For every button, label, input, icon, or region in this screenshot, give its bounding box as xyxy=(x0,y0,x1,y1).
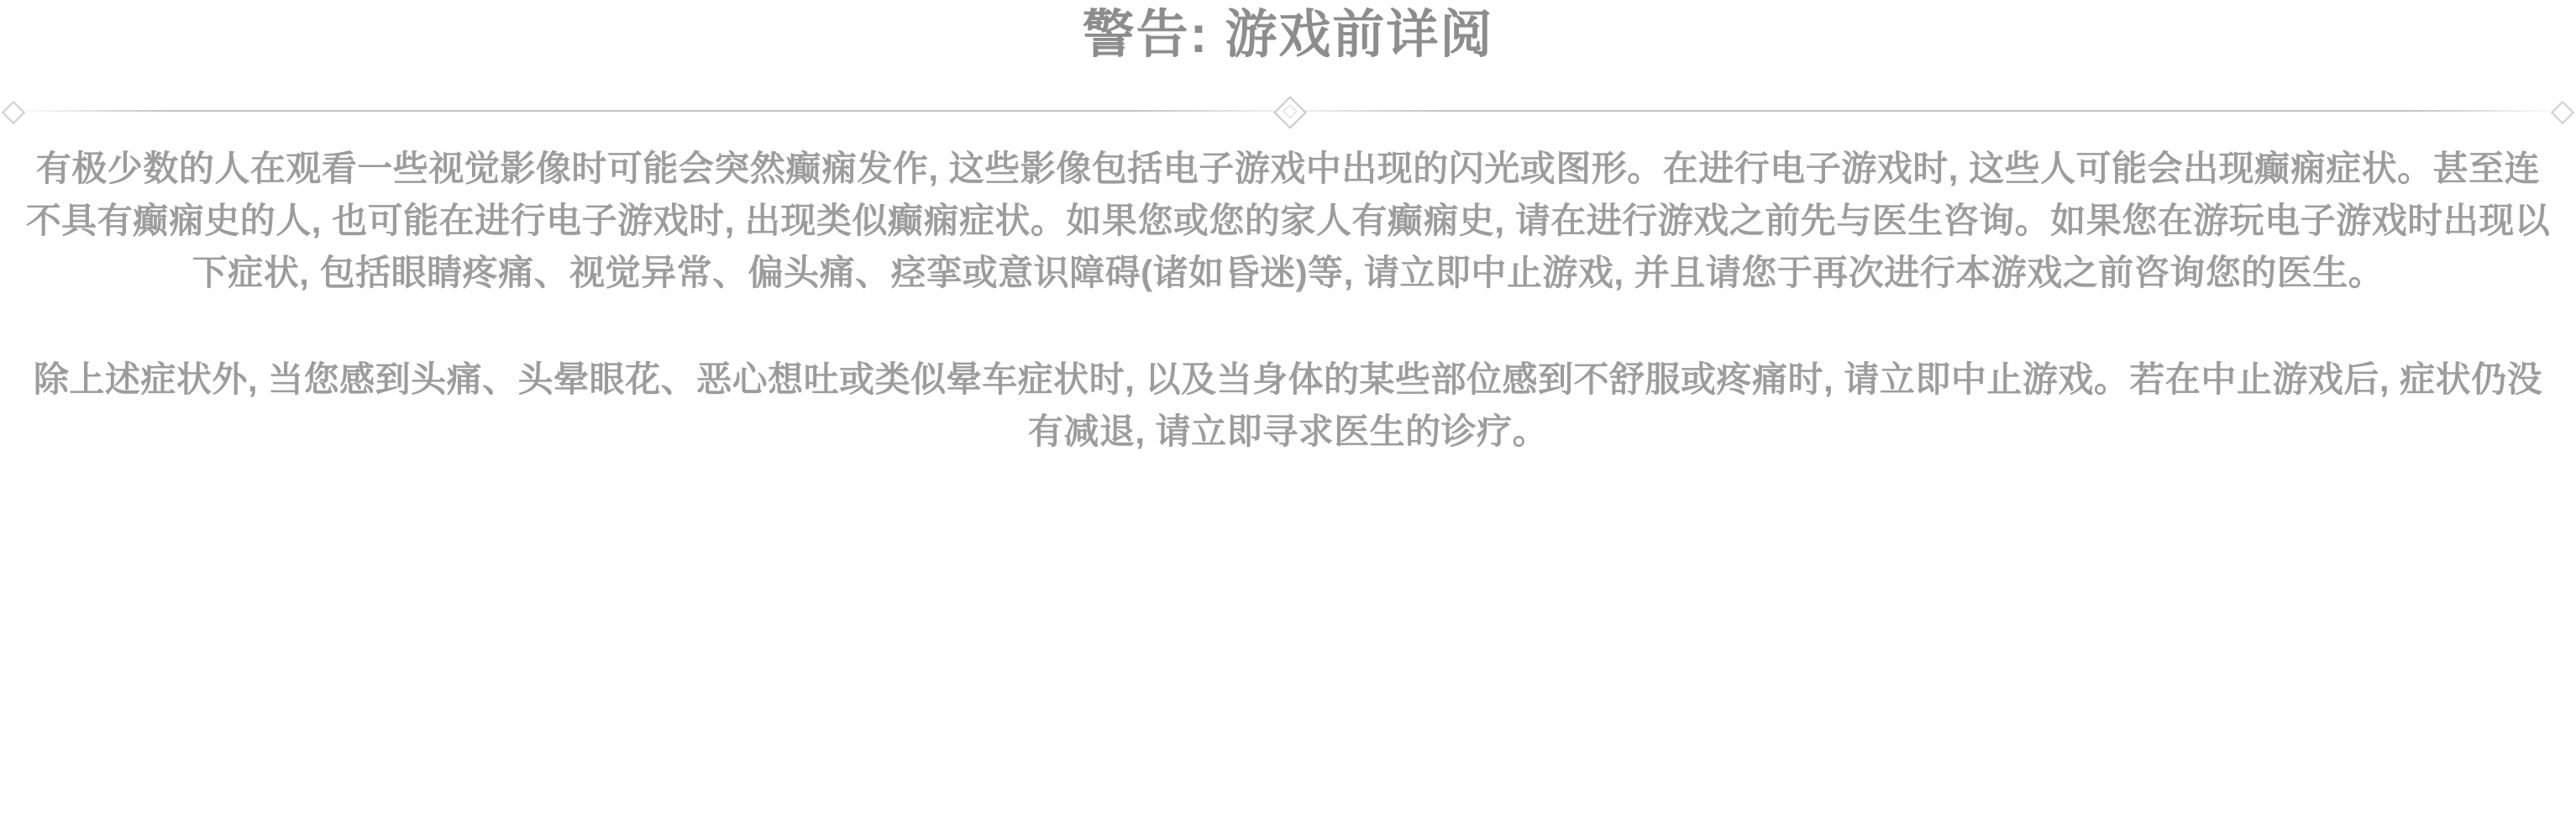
divider-left-cap-icon xyxy=(2,101,25,124)
diamond-divider-icon xyxy=(1273,96,1307,129)
decorative-divider xyxy=(0,96,2576,126)
divider-right-cap-icon xyxy=(2551,101,2574,124)
page-title: 警告: 游戏前详阅 xyxy=(1082,6,1494,64)
warning-body xyxy=(0,143,2576,458)
discomfort-warning-paragraph: 除上述症状外, 当您感到头痛、头晕眼花、恶心想吐或类似晕车症状时, 以及当身体的某些部位感到不舒服或疼痛时, 请立即中止游戏。若在中止游戏后, 症状仍没有减退, 请立即寻求医生的诊疗。 xyxy=(33,359,2543,452)
epilepsy-warning-paragraph: 有极少数的人在观看一些视觉影像时可能会突然癫痫发作, 这些影像包括电子游戏中出现的闪光或图形。在进行电子游戏时, 这些人可能会出现癫痫症状。甚至连不具有癫痫史的人, 也可能在进行电子游戏时, 出现类似癫痫症状。如果您或您的家人有癫痫史, 请在进行游戏之前先与医生咨询。如果您在游玩电子游戏时出现以下症状, 包括眼睛疼痛、视觉异常、偏头痛、痉挛或意识障碍(诸如昏迷)等, 请立即中止游戏, 并且请您于再次进行本游戏之前咨询您的医生。 xyxy=(25,149,2551,292)
